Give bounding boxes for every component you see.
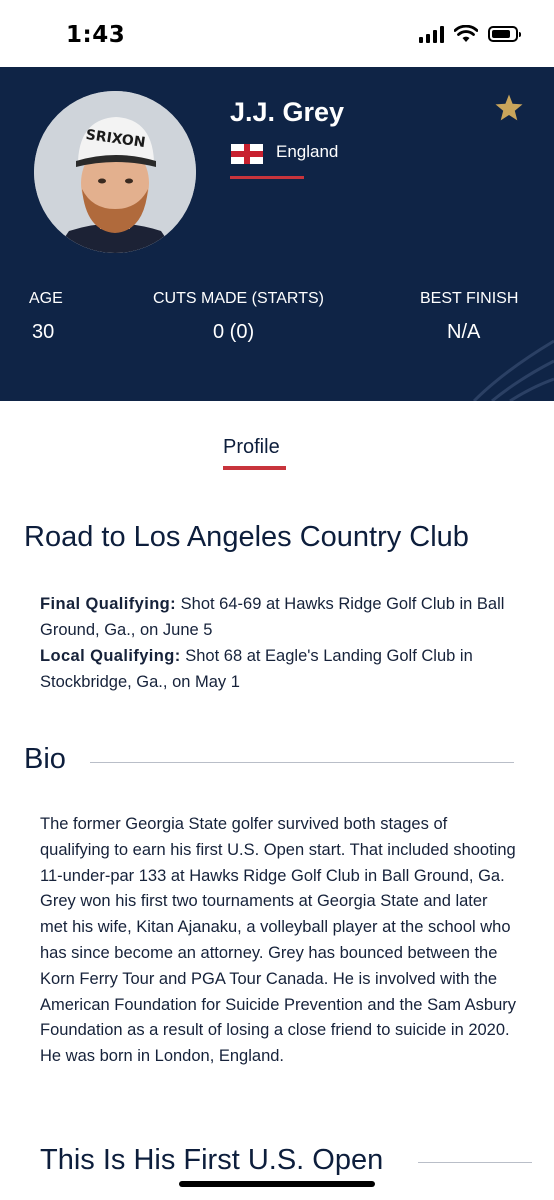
best-finish-value: N/A: [447, 321, 481, 343]
local-qualifying-label: Local Qualifying:: [40, 647, 181, 665]
england-flag-icon: [231, 144, 263, 164]
wifi-icon: [454, 25, 478, 43]
tab-profile-indicator: [223, 466, 286, 470]
first-open-divider: [418, 1162, 532, 1163]
final-qualifying: [40, 591, 520, 643]
star-icon[interactable]: [494, 93, 524, 123]
cuts-label: CUTS MADE (STARTS): [153, 290, 324, 307]
final-qualifying-label: Final Qualifying:: [40, 595, 177, 613]
svg-text:SRIXON: SRIXON: [84, 126, 147, 152]
player-header: [0, 67, 554, 401]
battery-icon: [488, 26, 518, 42]
cellular-signal-icon: [419, 26, 444, 43]
first-open-title: This Is His First U.S. Open: [40, 1144, 384, 1176]
cuts-value: 0 (0): [213, 321, 255, 343]
home-indicator[interactable]: [179, 1181, 375, 1187]
bio-divider: [90, 762, 514, 763]
player-avatar: [34, 91, 196, 253]
best-finish-label: BEST FINISH: [420, 290, 519, 307]
local-qualifying: [40, 643, 520, 695]
name-underline: [230, 176, 304, 179]
age-value: 30: [32, 321, 55, 343]
tab-profile[interactable]: Profile: [223, 436, 280, 458]
status-bar: [0, 0, 554, 67]
status-icons: [419, 25, 518, 43]
status-time: 1:43: [66, 22, 126, 48]
decorative-waves: [464, 321, 554, 401]
player-name: J.J. Grey: [230, 97, 345, 127]
age-label: AGE: [29, 290, 63, 307]
bio-text: The former Georgia State golfer survived both stages of qualifying to earn his first U.S. Open start. That included shooting 11-under-par 133 at Hawks Ridge Golf Club in Ball Ground, Ga. Grey won his first two tournaments at Georgia State and later met his wife, Kitan Ajanaku, a volleyball player at the school who has since become an attorney. Grey has bounced between the Korn Ferry Tour and PGA Tour Canada. He is involved with the American Foundation for Suicide Prevention and the Sam Asbury Foundation as a result of losing a close friend to suicide in 2020. He was born in London, England.: [40, 815, 517, 1066]
local-qualifying-text: Shot 68 at Eagle's Landing Golf Club in Stockbridge, Ga., on May 1: [40, 647, 473, 691]
bio-section-title: Bio: [24, 743, 66, 775]
final-qualifying-text: Shot 64-69 at Hawks Ridge Golf Club in Ball Ground, Ga., on June 5: [40, 595, 505, 639]
player-country: England: [276, 142, 339, 161]
road-section-title: Road to Los Angeles Country Club: [24, 521, 469, 553]
